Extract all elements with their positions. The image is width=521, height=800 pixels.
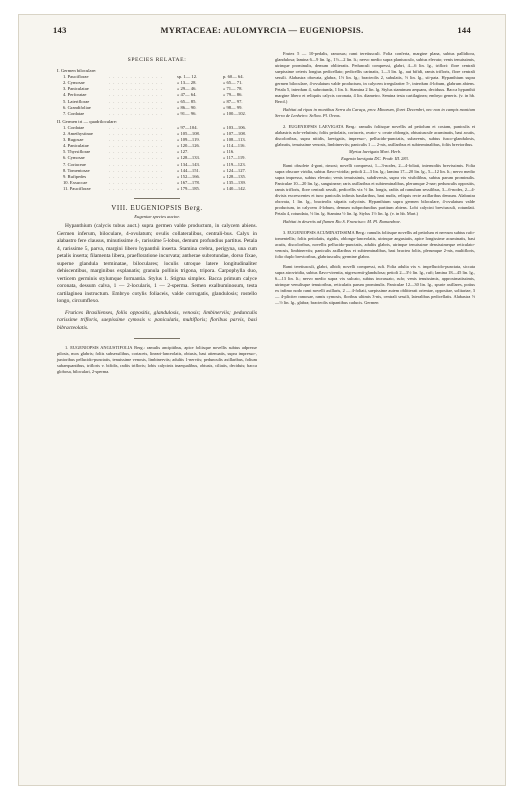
index-species-range: « 144—151. — [177, 167, 200, 173]
genus-subtitle: Eugeniae species auctor. — [134, 214, 180, 220]
index-species-range: « 105—108. — [177, 131, 200, 137]
index-label: 5. Thyrsiflorae — [63, 149, 91, 155]
species2-synonym-1: Myrtus laevigata Mart. Herb. — [348, 149, 402, 154]
leader-dots: . . . . . . . . . . . . . — [109, 131, 163, 137]
species2-details: Rami obsolete 4-goni, rimosi; novelli compressi, 1—3-nodes, 2—4-foliati, internodiis brevissimis. Folia supra obscure viridia, subtus flavo-viridia; petioli 2—3 lin. lg.; lamina 17—20 lin. lg., 5—12 lin. lt.; nervo medio supra impresso, subtus elevato; venis tenuissimis, subdiversis, supra vix visibilibus, subtus parum prominulis. Paniculae 10—20 lin. lg., sanguineae; raris axillaribus et subterminalibus, plerumque 2-nae; pedunculis oppositis, ramis trifloris, flore centrali sessili, pedicellis vix ½ lin. longis, radiis ad ramulum sessilibus, 3—6-nodes, 2—4-divisis excrescentes et tunc paniculis infimis basilaribus, basi nudis, reliquis recte axillaribus densum. Alabastra obovata, 1 lin. lg., bracteolis stipatis calycinis. Hypanthium supra germen biloculare, 4-ovulatum valde productum, in calycem 4-lobum, demum subprofundius partitum abiens. Lobi calycini breviusculi, rotundati. Petala 4, rotundata, ½ lin. lg. Stamina ½ lin. lg. Stylus 1½ lin. lg. (v. in hb. Mart.) — [275, 163, 475, 216]
leader-dots: . . . . . . . . . . . . . — [109, 86, 163, 92]
index-species-range: « 97—104. — [177, 124, 198, 130]
index-species-range: « 127. — [177, 149, 189, 155]
genus-note: Frutices Brasilienses, foliis oppositis, glandulosis, venosis; limbinerviis; pedunculis rarissime trifloris, saepissime cymosis v. paniculatis, multifloris; floribus parvis, basi bibracteolatis. — [57, 309, 257, 331]
index-page-range: « 116. — [223, 149, 235, 155]
leader-dots: . . . . . . . . . . . . . — [109, 98, 163, 104]
species1-continued: Frutex 5 — 10-pedalis, ramosus; rami teretiusculi. Folia conferta, margine plana, subtus pallidiora, glandulosa; lamina 6—9 lin. lg., 1½—2 lin. lt.; nervo medio supra planiusculo, subtus elevato; venis tenuissimis, utrinque prominulis, demum obliteratis. Pedunculi compressi, glabri, 4—6 lin. lg., triflori: flore centrali saepissime ceteris longius pedicellato; pedicellis carinatis, 1—3 lin. lg., aut bifidi, ramis trifloris, flore centrali sessili. Alabastra obovata, glabra, 1½ lin. lg.; bracteolis 2, subulatis, ½ lin. lg., sti-pata. Hypanthium supra germen biloculare, 4-ovulatum valde productum, in calycem irregulariter 5-, interdum 4-lobum, glabrum abiens. Petala 5, interdum 4, subrotunda, 1 lin. lt. Stamina 2 lin. lg. Stylus staminum aequans, deciduus. Bacca hypanthii margine libero et reliquiis calycis coronata, 4 lin. diametro. Semina testa cartilaginea; embryo generis. (v. in hb. Berol.) — [275, 51, 475, 104]
book-page — [18, 14, 506, 786]
genus-description: Hypanthium (calycis tubus auct.) supra germen valde productum, in calycem abiens. Germen inferum, biloculare, 4-ovulatum; ovulis collateralibus, centrali-bus. Calyx in alabastro fere clausus, minutissime 4-, rarissime 5-lobus, demum profundius partitus. Petala 4, rarissime 5, parva, margini libero hypanthii inserta. Stamina crebra, perigyna, una cum petalis inserta; filamenta libera, praefloratione incurvata; antherae subrotundae, dorso fixae, superne glandula terminatae, biloculares; loculis utroque latere longitudinaliter dehiscentibus, marginibus explanatis; granula pollinis trigona, tripora. Carpophylla duo, verticem germinis stylumque formantia. Stylus 1. Stigma simplex. Bacca primum calyce coronata, dessum calva, 1 — 2-locularis, 1 — 2-sperma. Semen exalbuminosum, testa cartilaginea instructum. Embryo cotylis foliaceis, valde corrugatis, glandulosis; rostello longo, circumflexo. — [57, 223, 257, 305]
index-label: 6. Grandifoliae — [63, 104, 91, 110]
index-row — [57, 111, 257, 117]
species2-description: 2. EUGENIOPSIS LAEVIGATA Berg.: ramulis foliisque novellis ad petiolum et costam, paniculis et alabastris rufo-velutinis; foliis petiolatis, coriaceis, ovato- v. ovate oblongis, obtusiuscule acuminatis, basi acutis, discoloribus, supra nitidis, laevigatis, impresso-, pellucido-punctatis, subavenis, subtus fusco-glandulosis, glabratis, tenuissime venosis, limbinerviis; paniculis 1 — 2-nis, axillaribus et subterminalibus, foliis brevioribus. — [275, 124, 475, 147]
species2-habitat: Habitat in desertis ad flumen Rio S. Francisco: M. Pl. Romandrae. — [283, 219, 401, 224]
leader-dots: . . . . . . . . . . . . . — [109, 137, 163, 143]
species1-description: 1. EUGENIOPSIS ANGUSTIFOLIA Berg.: ramulis ancipitibus, apice foliisque novellis subtus adpresse pilosis, mox glabris; foliis subsessilibus, coriaceis, lineari-lanceolatis, obtusis, basi attenuatis, supra impresso-, junioribus pellucido-punctatis, tenuissime venosis, limbinerviis; adultis 1-nerviis; pedunculis axillaribus, folium subaequantibus, trifloris v. bifidis, radiis trifloris; lobis calycinis inaequalibus, obtusis, ciliatis, deciduis; bacca globosa, biloculari, 2-sperma. — [57, 345, 257, 375]
genus-title: VIII. EUGENIOPSIS Berg. — [111, 203, 203, 212]
index-page-range: « 114—116. — [223, 143, 246, 149]
index-species-range: « 13— 28. — [177, 80, 197, 86]
index-species-range: « 128—133. — [177, 155, 200, 161]
index-species-range: « 120—126. — [177, 143, 200, 149]
index-label: 2. Cymosae — [63, 80, 85, 86]
leader-dots: . . . . . . . . . . . . . — [109, 173, 163, 179]
index-page-range: « 135—139. — [223, 179, 246, 185]
section-divider — [134, 198, 180, 199]
index-label: 1. Pauciflorae — [63, 74, 89, 80]
index-page-range: « 98— 99. — [223, 104, 243, 110]
index-page-range: « 108—113. — [223, 137, 246, 143]
leader-dots: . . . . . . . . . . . . . — [109, 161, 163, 167]
running-title: MYRTACEAE: AULOMYRCIA — EUGENIOPSIS. — [160, 25, 364, 35]
index-page-range: « 124—127. — [223, 167, 246, 173]
species1-habitat: Habitat ad ripas in montibus Serra da Caraça, prov. Minarum, floret Decembri, nec non in campis montium Serra de Lenheiro: Sellow. Pl. Oreas. — [275, 107, 475, 118]
leader-dots: . . . . . . . . . . . . . — [109, 110, 163, 116]
index-page-range: « 117—119. — [223, 155, 246, 161]
index-page-range: « 79— 86. — [223, 92, 243, 98]
page-number-right: 144 — [457, 25, 471, 35]
leader-dots: . . . . . . . . . . . . . — [109, 179, 163, 185]
group2-heading: II. Germen tri — quadriloculare: — [57, 118, 118, 124]
leader-dots: . . . . . . . . . . . . . — [109, 185, 163, 191]
group2-list — [57, 125, 257, 192]
index-species-range: « 47— 64. — [177, 92, 197, 98]
page-number-left: 143 — [53, 25, 67, 35]
group1-heading: I. Germen biloculare: — [57, 68, 97, 74]
index-label: 11. Pauciflorae — [63, 185, 91, 191]
index-label: 10. Exsuccae — [63, 179, 88, 185]
index-label: 9. Rufipedes — [63, 173, 87, 179]
index-species-range: « 134—143. — [177, 161, 200, 167]
index-label: 8. Tomentosae — [63, 167, 90, 173]
index-label: 3. Paniculatae — [63, 86, 89, 92]
species3-details: Rami teretiusculi, glabri, albidi; novelli compressi, rufi. Folia adulta vix v. impellucido-punctata, siccata supra atroviridia, subtus flavo-virentia, nigrescenti-glandulosa; petioli 2—3½ lin. lg., rufi; lamina 18—45 lin. lg., 6—13 lin. lt.; nervo medio supra vix sulcato, subtus incrassato, rufo; venis tenuissimis, approximatissimis, utrinque venulisque tenuioribus, reticulatis parum prominulis. Paniculae 12—30 lin. lg., spurie axillares, potius ex infimo nodo rami novelli axillaris, 2 — 4-foliati, saepissime autem oblitterati orientae, oppositae, solitariae, 3 — 4-pliciter ramosae, ramis cymosis, floribus ultimis 3-nis, centrali sessili, lateralibus pedicellatis. Alabastra ½—½ lin. lg., glabra; bracteolis stipantibus caducis. Germen — [275, 264, 475, 305]
leader-dots: . . . . . . . . . . . . . — [109, 80, 163, 86]
index-page-range: « 87— 97. — [223, 98, 243, 104]
index-page-range: « 100—102. — [223, 110, 246, 116]
index-label: 5. Lateriflorae — [63, 98, 90, 104]
index-species-range: « 86— 90. — [177, 104, 197, 110]
index-page-range: « 71— 78. — [223, 86, 243, 92]
leader-dots: . . . . . . . . . . . . . — [109, 92, 163, 98]
leader-dots: . . . . . . . . . . . . . — [109, 124, 163, 130]
species-relatae-title: SPECIES RELATAE: — [127, 57, 187, 63]
leader-dots: . . . . . . . . . . . . . — [109, 155, 163, 161]
leader-dots: . . . . . . . . . . . . . — [109, 143, 163, 149]
section-divider-2 — [134, 338, 180, 339]
species2-synonym-2: Eugenia laevigata DC. Prodr. III. 283. — [341, 156, 409, 161]
index-label: 6. Cymosae — [63, 155, 85, 161]
index-label: 4. Paniculatae — [63, 143, 89, 149]
index-page-range: « 65— 71. — [223, 80, 243, 86]
species3-description: 3. EUGENIOPSIS ACUMINATISSIMA Berg.: ramulis foliisque novellis ad petiolum et nervum subtus rufo-tomentellis; foliis petiolatis, rigidis, oblongo-lanceolatis, utrinque angustatis, apice longissime acuminatis, basi acutis, discoloribus, novellis pellucido-punctatis, adultis glabris, utrinque tenuissime densissimeque reticulato-venosis, limbinerviis; paniculis axillaribus et subterminalibus, basi bractea foliis, plerumque 2-nis, multifloris, folio duplo brevioribus, glabriusculis; germine glabro. — [275, 230, 475, 259]
index-page-range: « 103—106. — [223, 124, 246, 130]
index-species-range: « 167—178. — [177, 179, 200, 185]
index-species-range: « 152—166. — [177, 173, 200, 179]
index-label: 1. Cordatae — [63, 124, 85, 130]
right-column — [275, 51, 475, 306]
leader-dots: . . . . . . . . . . . . . — [109, 149, 163, 155]
index-species-range: « 65— 85. — [177, 98, 197, 104]
index-page-range: « 140—142. — [223, 185, 246, 191]
index-species-range: « 29— 46. — [177, 86, 197, 92]
index-page-range: p. 60— 64. — [223, 74, 244, 80]
index-page-range: « 128—135. — [223, 173, 246, 179]
index-label: 4. Perforatae — [63, 92, 87, 98]
index-species-range: sp. 1— 12. — [177, 74, 198, 80]
left-column — [57, 51, 257, 375]
index-species-range: « 109—119. — [177, 137, 200, 143]
leader-dots: . . . . . . . . . . . . . — [109, 167, 163, 173]
leader-dots: . . . . . . . . . . . . . — [109, 74, 163, 80]
index-label: 2. Amethystinae — [63, 131, 93, 137]
index-species-range: « 91— 96. — [177, 110, 197, 116]
index-label: 3. Rugosae — [63, 137, 84, 143]
index-label: 7. Coriaceae — [63, 161, 86, 167]
group1-list — [57, 74, 257, 117]
index-page-range: « 107—108. — [223, 131, 246, 137]
page-header — [19, 25, 505, 41]
index-label: 7. Cordatae — [63, 110, 85, 116]
leader-dots: . . . . . . . . . . . . . — [109, 104, 163, 110]
index-row — [57, 186, 257, 192]
index-page-range: « 119—123. — [223, 161, 246, 167]
index-species-range: « 179—185. — [177, 185, 200, 191]
